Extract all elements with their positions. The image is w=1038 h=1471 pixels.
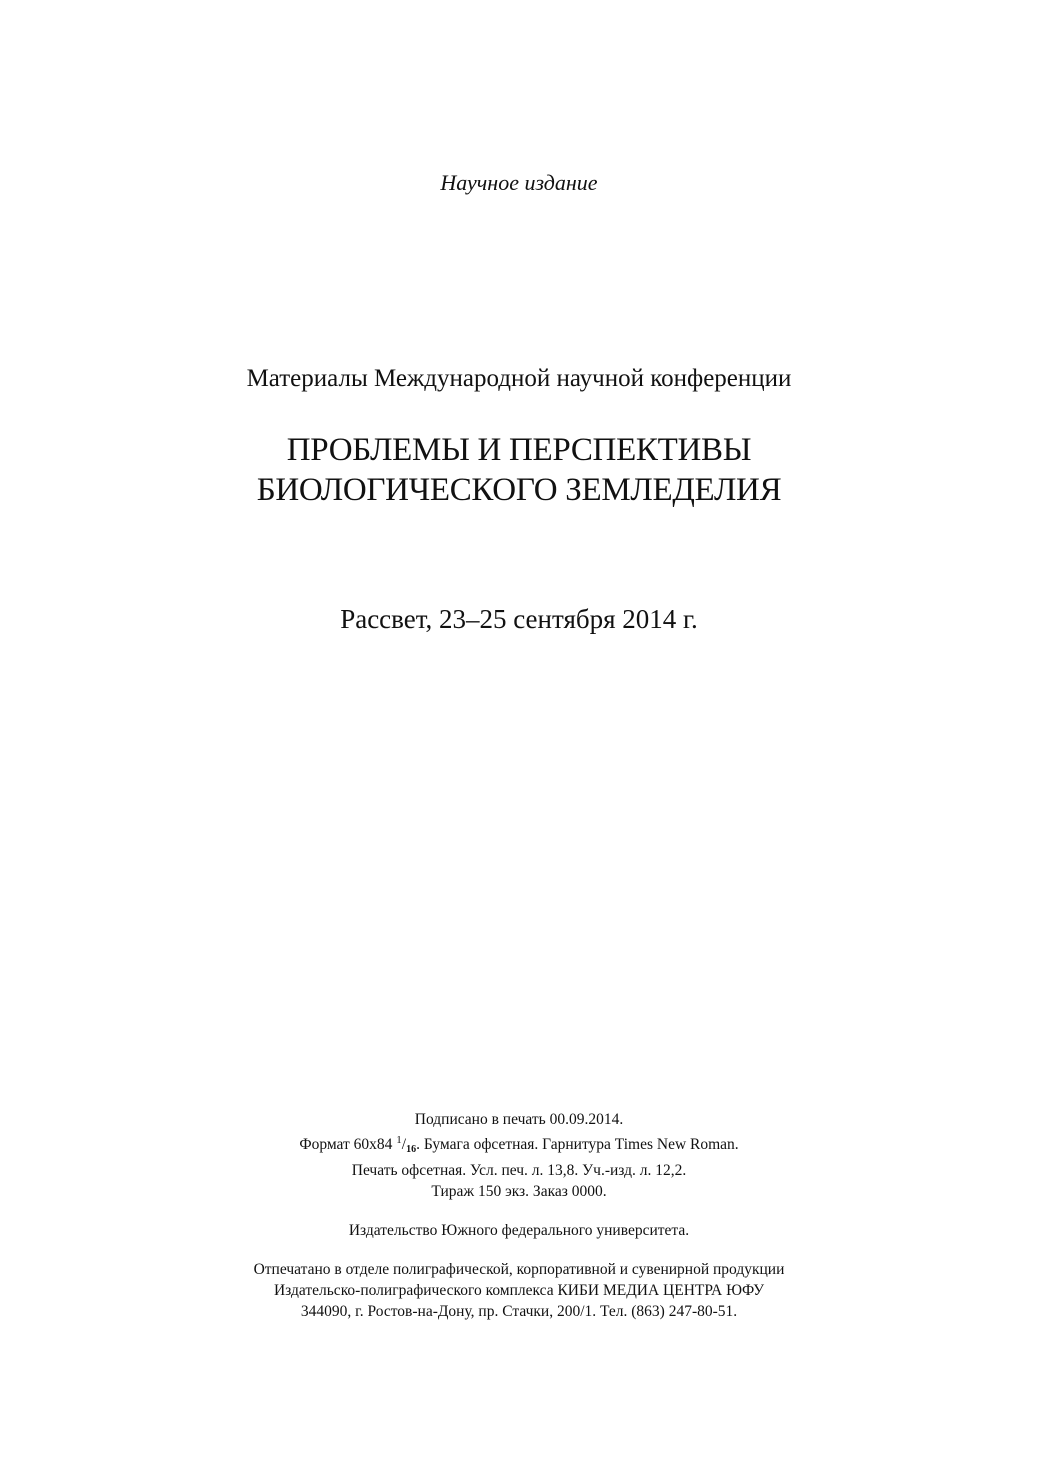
imprint-format-prefix: Формат 60x84 (299, 1136, 397, 1153)
imprint-block (0, 1109, 1038, 1322)
imprint-format-slash: / (401, 1136, 407, 1153)
imprint-signed: Подписано в печать 00.09.2014. (414, 1111, 624, 1128)
edition-type: Научное издание (440, 170, 598, 195)
conference-label: Материалы Международной научной конференции (246, 365, 792, 392)
imprint-address: 344090, г. Ростов-на-Дону, пр. Стачки, 200/1. Тел. (863) 247-80-51. (300, 1303, 738, 1320)
conference-title-line-1: ПРОБЛЕМЫ И ПЕРСПЕКТИВЫ (286, 432, 752, 468)
imprint-gap (0, 1241, 1038, 1259)
conference-title-line-2: БИОЛОГИЧЕСКОГО ЗЕМЛЕДЕЛИЯ (256, 472, 782, 508)
imprint-printing: Печать офсетная. Усл. печ. л. 13,8. Уч.-изд. л. 12,2. (351, 1162, 687, 1179)
conference-title (0, 430, 1038, 510)
imprint-format-num: 1 (396, 1134, 402, 1146)
imprint-publisher: Издательство Южного федерального университета. (348, 1222, 690, 1239)
imprint-gap (0, 1202, 1038, 1220)
imprint-format-den: 16 (406, 1144, 417, 1155)
imprint-format-suffix: . Бумага офсетная. Гарнитура Times New Roman. (416, 1136, 739, 1153)
imprint-run: Тираж 150 экз. Заказ 0000. (431, 1183, 607, 1200)
imprint-format (0, 1130, 1038, 1160)
imprint-printed-line-2: Издательско-полиграфического комплекса КИБИ МЕДИА ЦЕНТРА ЮФУ (273, 1282, 765, 1299)
place-and-date: Рассвет, 23–25 сентября 2014 г. (340, 604, 698, 634)
imprint-printed-line-1: Отпечатано в отделе полиграфической, корпоративной и сувенирной продукции (253, 1261, 785, 1278)
